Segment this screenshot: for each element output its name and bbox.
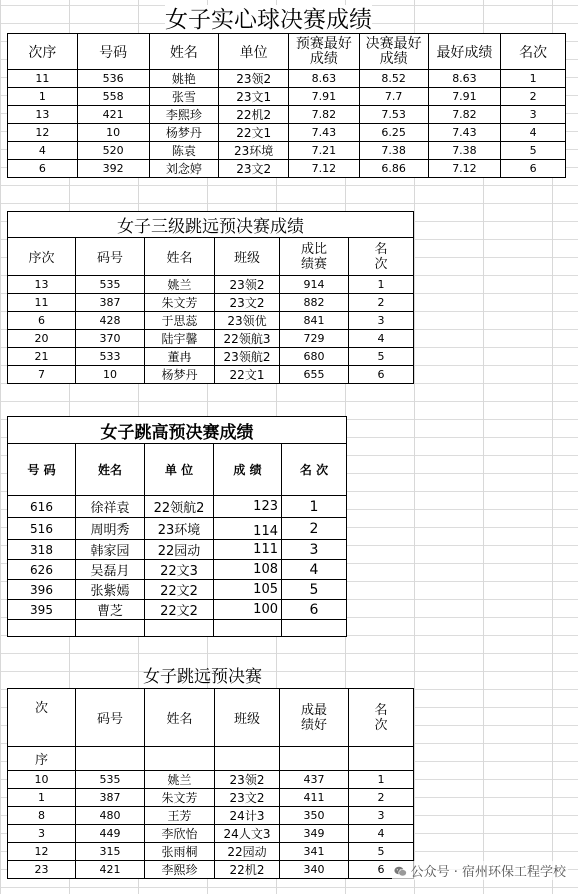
cell: 396 (8, 580, 76, 600)
cell: 姚艳 (149, 70, 219, 88)
cell: 536 (77, 70, 149, 88)
cell: 387 (76, 789, 145, 807)
cell: 535 (76, 771, 145, 789)
cell: 周明秀 (76, 518, 145, 540)
cell: 421 (76, 861, 145, 879)
cell: 22机2 (219, 106, 289, 124)
header-cell: 成 绩 (214, 444, 282, 496)
cell: 3 (282, 540, 347, 560)
cell: 437 (280, 771, 349, 789)
cell: 7.21 (289, 142, 360, 160)
cell: 914 (280, 276, 349, 294)
cell: 5 (349, 843, 414, 861)
watermark-text: 公众号 · 宿州环保工程学校 (410, 865, 566, 880)
cell (349, 747, 414, 771)
cell: 6 (282, 600, 347, 620)
cell: 395 (8, 600, 76, 620)
table-row (8, 106, 566, 124)
cell: 8.63 (428, 70, 501, 88)
cell: 李熙珍 (149, 106, 219, 124)
cell: 20 (8, 330, 76, 348)
cell: 张雪 (149, 88, 219, 106)
cell: 6 (8, 160, 78, 178)
cell: 1 (501, 70, 566, 88)
cell: 刘念婷 (149, 160, 219, 178)
cell: 21 (8, 348, 76, 366)
cell: 23领优 (215, 312, 280, 330)
cell: 朱文芳 (145, 789, 215, 807)
cell: 23文2 (215, 789, 280, 807)
cell (215, 747, 280, 771)
cell: 7.43 (428, 124, 501, 142)
table-row (8, 807, 414, 825)
header-cell: 姓名 (145, 689, 215, 747)
cell: 7.82 (289, 106, 360, 124)
cell: 7.7 (359, 88, 428, 106)
header-cell: 姓名 (149, 34, 219, 70)
header-cell: 单 位 (145, 444, 214, 496)
cell: 6 (8, 312, 76, 330)
header-cell (8, 689, 76, 747)
cell: 22文1 (215, 366, 280, 384)
cell: 6 (501, 160, 566, 178)
cell: 韩家园 (76, 540, 145, 560)
table-row (8, 142, 566, 160)
table-row (8, 843, 414, 861)
section-title-triple-jump: 女子三级跳远预决赛成绩 (8, 212, 414, 238)
header-xu: 序 (8, 747, 76, 771)
cell: 5 (282, 580, 347, 600)
header-cell: 号码 (77, 34, 149, 70)
cell: 421 (77, 106, 149, 124)
table-row (8, 88, 566, 106)
cell: 449 (76, 825, 145, 843)
cell (76, 620, 145, 637)
cell: 11 (8, 294, 76, 312)
cell: 5 (501, 142, 566, 160)
table-row (8, 294, 414, 312)
cell: 23文1 (219, 88, 289, 106)
cell: 于思蕊 (145, 312, 215, 330)
header-cell: 决赛最好成绩 (359, 34, 428, 70)
cell: 张紫嫣 (76, 580, 145, 600)
cell: 23文2 (219, 160, 289, 178)
watermark (392, 861, 568, 880)
cell: 22机2 (215, 861, 280, 879)
cell: 23环境 (145, 518, 214, 540)
cell: 24人文3 (215, 825, 280, 843)
table-row (8, 70, 566, 88)
table-row (8, 366, 414, 384)
cell: 6.86 (359, 160, 428, 178)
header-cell: 成比绩赛 (280, 238, 349, 276)
cell: 3 (501, 106, 566, 124)
cell: 姚兰 (145, 276, 215, 294)
cell: 114 (214, 518, 282, 540)
cell: 729 (280, 330, 349, 348)
cell: 2 (349, 294, 414, 312)
cell: 朱文芳 (145, 294, 215, 312)
table-row (8, 560, 347, 580)
cell: 7.91 (428, 88, 501, 106)
cell: 7.91 (289, 88, 360, 106)
cell: 22文3 (145, 560, 214, 580)
cell: 4 (282, 560, 347, 580)
cell: 24计3 (215, 807, 280, 825)
cell: 李欣怡 (145, 825, 215, 843)
cell: 陈袁 (149, 142, 219, 160)
table-row (8, 330, 414, 348)
cell: 23领航2 (215, 348, 280, 366)
cell (280, 747, 349, 771)
header-cell: 班级 (215, 238, 280, 276)
cell: 23领2 (215, 276, 280, 294)
cell: 108 (214, 560, 282, 580)
cell: 22文2 (145, 580, 214, 600)
cell: 23环境 (219, 142, 289, 160)
cell (8, 620, 76, 637)
cell: 111 (214, 540, 282, 560)
cell: 387 (76, 294, 145, 312)
cell: 2 (501, 88, 566, 106)
cell: 3 (349, 807, 414, 825)
cell: 7.12 (289, 160, 360, 178)
cell: 7.38 (428, 142, 501, 160)
cell: 12 (8, 843, 76, 861)
cell: 411 (280, 789, 349, 807)
cell: 100 (214, 600, 282, 620)
cell: 姚兰 (145, 771, 215, 789)
cell: 318 (8, 540, 76, 560)
cell: 7.82 (428, 106, 501, 124)
cell: 4 (501, 124, 566, 142)
cell: 22园动 (145, 540, 214, 560)
cell: 7.12 (428, 160, 501, 178)
table-row (8, 540, 347, 560)
table-triple-jump (7, 211, 414, 384)
cell: 李熙珍 (145, 861, 215, 879)
cell: 315 (76, 843, 145, 861)
cell: 6.25 (359, 124, 428, 142)
cell (145, 620, 214, 637)
cell: 8.52 (359, 70, 428, 88)
table-row (8, 789, 414, 807)
table-row (8, 771, 414, 789)
cell: 13 (8, 276, 76, 294)
cell: 5 (349, 348, 414, 366)
cell: 2 (349, 789, 414, 807)
cell: 22文2 (145, 600, 214, 620)
section-title-long-jump: 女子跳远预决赛 (143, 667, 262, 686)
cell: 533 (76, 348, 145, 366)
header-cell: 姓名 (145, 238, 215, 276)
cell: 徐祥袁 (76, 496, 145, 518)
cell: 1 (8, 88, 78, 106)
cell: 7.53 (359, 106, 428, 124)
cell: 1 (349, 771, 414, 789)
table-row (8, 861, 414, 879)
cell: 7.43 (289, 124, 360, 142)
table-row (8, 580, 347, 600)
cell: 341 (280, 843, 349, 861)
cell: 626 (8, 560, 76, 580)
cell: 10 (77, 124, 149, 142)
table-row (8, 276, 414, 294)
header-cell: 最好成绩 (428, 34, 501, 70)
cell: 8 (8, 807, 76, 825)
table-row (8, 124, 566, 142)
header-ci: 次 (34, 701, 48, 716)
cell: 22领航3 (215, 330, 280, 348)
cell: 428 (76, 312, 145, 330)
cell (76, 747, 145, 771)
cell: 22领航2 (145, 496, 214, 518)
cell: 616 (8, 496, 76, 518)
header-cell: 码号 (76, 238, 145, 276)
cell: 392 (77, 160, 149, 178)
table-shotput (7, 33, 566, 178)
cell (282, 620, 347, 637)
cell: 4 (8, 142, 78, 160)
cell: 23领2 (215, 771, 280, 789)
cell: 杨梦丹 (145, 366, 215, 384)
table-row (8, 160, 566, 178)
cell: 370 (76, 330, 145, 348)
header-cell: 次序 (8, 34, 78, 70)
cell (145, 747, 215, 771)
cell (214, 620, 282, 637)
table-long-jump (7, 688, 414, 879)
cell: 10 (8, 771, 76, 789)
cell: 10 (76, 366, 145, 384)
cell: 520 (77, 142, 149, 160)
table-row (8, 312, 414, 330)
cell: 3 (349, 312, 414, 330)
cell: 841 (280, 312, 349, 330)
cell: 655 (280, 366, 349, 384)
header-cell: 成最绩好 (280, 689, 349, 747)
cell: 2 (282, 518, 347, 540)
cell: 8.63 (289, 70, 360, 88)
cell: 吴磊月 (76, 560, 145, 580)
cell: 350 (280, 807, 349, 825)
table-row (8, 518, 347, 540)
table-row (8, 600, 347, 620)
cell: 22文1 (219, 124, 289, 142)
header-cell: 名次 (501, 34, 566, 70)
cell: 105 (214, 580, 282, 600)
header-cell: 单位 (219, 34, 289, 70)
header-cell: 名次 (349, 689, 414, 747)
table-row (8, 348, 414, 366)
cell: 123 (214, 496, 282, 518)
cell: 13 (8, 106, 78, 124)
cell: 535 (76, 276, 145, 294)
cell: 张雨桐 (145, 843, 215, 861)
cell: 1 (282, 496, 347, 518)
cell: 4 (349, 330, 414, 348)
cell: 12 (8, 124, 78, 142)
cell: 340 (280, 861, 349, 879)
table-high-jump (7, 416, 347, 637)
cell: 23文2 (215, 294, 280, 312)
cell: 7.38 (359, 142, 428, 160)
cell: 4 (349, 825, 414, 843)
cell: 558 (77, 88, 149, 106)
cell: 曹芝 (76, 600, 145, 620)
cell: 516 (8, 518, 76, 540)
cell: 11 (8, 70, 78, 88)
table-row (8, 825, 414, 843)
header-cell: 名 次 (282, 444, 347, 496)
cell: 23 (8, 861, 76, 879)
cell: 6 (349, 861, 414, 879)
cell: 882 (280, 294, 349, 312)
cell: 陆宇馨 (145, 330, 215, 348)
cell: 董冉 (145, 348, 215, 366)
header-cell: 班级 (215, 689, 280, 747)
cell: 480 (76, 807, 145, 825)
header-cell: 预赛最好成绩 (289, 34, 360, 70)
cell: 1 (349, 276, 414, 294)
cell: 王芳 (145, 807, 215, 825)
cell: 3 (8, 825, 76, 843)
cell: 7 (8, 366, 76, 384)
cell: 6 (349, 366, 414, 384)
section-title-shotput: 女子实心球决赛成绩 (165, 6, 372, 32)
cell: 23领2 (219, 70, 289, 88)
table-row-empty (8, 620, 347, 637)
section-title-high-jump: 女子跳高预决赛成绩 (8, 417, 347, 444)
cell: 22园动 (215, 843, 280, 861)
header-cell: 码号 (76, 689, 145, 747)
cell: 1 (8, 789, 76, 807)
table-row (8, 496, 347, 518)
cell: 杨梦丹 (149, 124, 219, 142)
wechat-icon (394, 866, 407, 877)
header-cell: 序次 (8, 238, 76, 276)
header-cell: 姓名 (76, 444, 145, 496)
cell: 349 (280, 825, 349, 843)
header-cell: 名次 (349, 238, 414, 276)
header-cell: 号 码 (8, 444, 76, 496)
cell: 680 (280, 348, 349, 366)
